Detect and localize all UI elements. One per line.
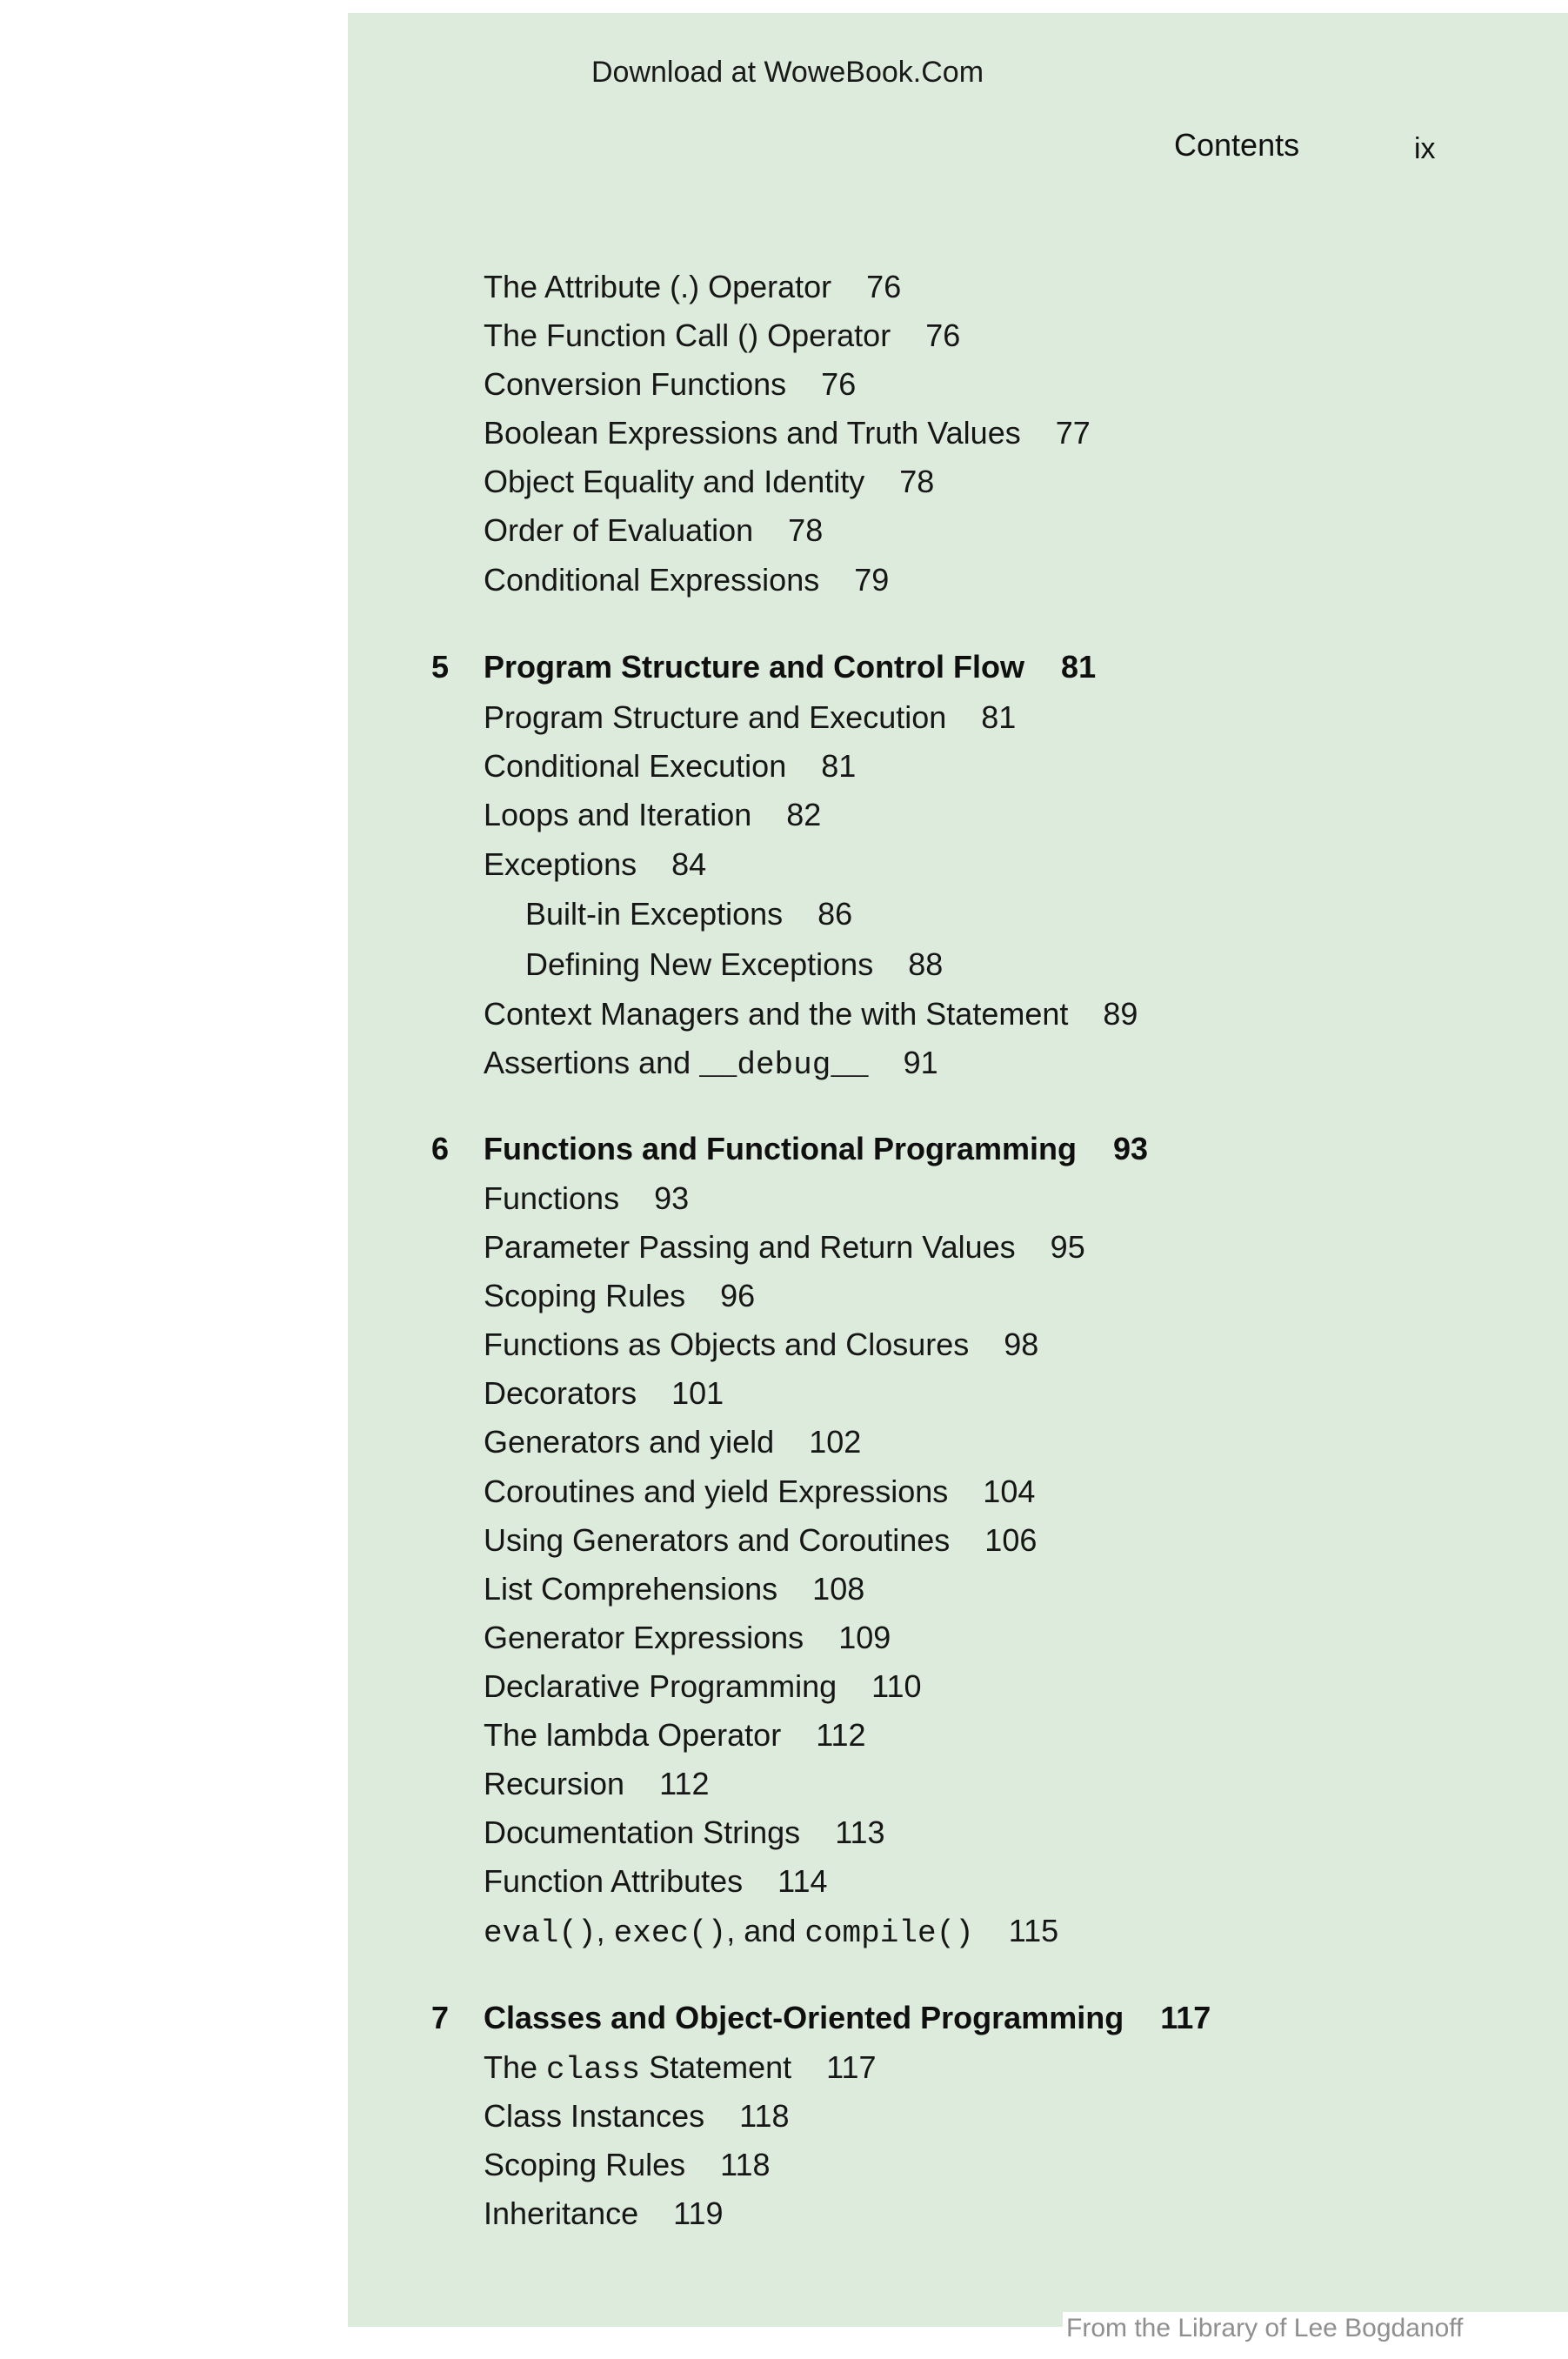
toc-entry <box>484 2144 771 2186</box>
toc-entry-page: 104 <box>983 1474 1036 1509</box>
toc-entry <box>484 1910 1058 1952</box>
toc-entry <box>484 1568 864 1610</box>
toc-entry-title: Scoping Rules <box>484 2147 686 2182</box>
toc-entry-page: 117 <box>826 2049 877 2085</box>
toc-entry-page: 91 <box>903 1045 938 1080</box>
toc-entry-page: 86 <box>817 896 853 932</box>
toc-entry-code: compile() <box>804 1915 974 1951</box>
toc-entry-page: 110 <box>871 1668 922 1704</box>
chapter-heading <box>431 646 1301 688</box>
toc-entry <box>484 510 823 551</box>
page-number: ix <box>1414 132 1436 165</box>
toc-entry <box>484 1373 724 1414</box>
toc-entry <box>484 1471 1035 1513</box>
toc-entry <box>484 1421 861 1463</box>
toc-entry <box>484 1763 709 1805</box>
chapter-heading <box>431 1128 1301 1170</box>
toc-entry-separator: , and <box>726 1913 805 1948</box>
footer-cut-off-text: From the Library of Lee Bogdanoff <box>1066 2314 1464 2342</box>
toc-entry-title: Scoping Rules <box>484 1278 686 1313</box>
toc-entry <box>484 412 1091 454</box>
download-note: Download at WoweBook.Com <box>591 56 984 89</box>
toc-entry-separator: , <box>596 1913 614 1948</box>
toc-entry <box>484 1226 1085 1268</box>
toc-entry-title: Conditional Expressions <box>484 562 820 598</box>
toc-entry-title: Boolean Expressions and Truth Values <box>484 415 1021 451</box>
toc-entry <box>484 315 960 357</box>
toc-entry <box>484 2193 724 2235</box>
toc-entry-page: 115 <box>1008 1913 1059 1948</box>
toc-entry <box>484 1178 689 1220</box>
toc-entry-page: 78 <box>899 464 935 499</box>
toc-entry-page: 109 <box>838 1620 891 1655</box>
toc-entry-page: 119 <box>673 2195 724 2231</box>
toc-entry-title: Declarative Programming <box>484 1668 837 1704</box>
chapter-title: Program Structure and Control Flow <box>484 649 1025 685</box>
chapter-page: 81 <box>1061 649 1097 685</box>
toc-entry-page: 78 <box>788 512 824 548</box>
toc-entry-title: The Function Call () Operator <box>484 317 891 353</box>
toc-entry-title: Functions as Objects and Closures <box>484 1327 970 1362</box>
toc-entry-page: 118 <box>739 2098 790 2134</box>
toc-entry-title: Defining New Exceptions <box>525 946 874 982</box>
toc-entry-page: 82 <box>786 797 822 832</box>
toc-entry-code: __debug__ <box>699 1047 869 1083</box>
toc-entry <box>484 461 934 503</box>
toc-entry-title: List Comprehensions <box>484 1571 778 1607</box>
toc-entry-title: Decorators <box>484 1375 637 1411</box>
toc-entry <box>484 364 856 405</box>
toc-entry-title: Loops and Iteration <box>484 797 752 832</box>
toc-entry <box>484 2095 790 2137</box>
toc-entry <box>484 745 856 787</box>
toc-entry-title: Conversion Functions <box>484 366 787 402</box>
toc-entry <box>484 1042 938 1084</box>
toc-entry <box>484 1617 891 1659</box>
toc-entry-page: 112 <box>816 1717 866 1753</box>
toc-entry-page: 81 <box>821 748 857 784</box>
toc-entry-page: 96 <box>720 1278 756 1313</box>
toc-entry <box>484 1714 866 1756</box>
toc-entry-title: Inheritance <box>484 2195 639 2231</box>
chapter-number: 6 <box>431 1131 450 1166</box>
toc-entry-page: 102 <box>809 1424 862 1460</box>
toc-entry-title: Class Instances <box>484 2098 705 2134</box>
toc-entry <box>484 697 1016 738</box>
toc-entry-title: The Attribute (.) Operator <box>484 269 832 304</box>
toc-entry-title-suffix: Statement <box>640 2049 792 2085</box>
toc-entry-page: 84 <box>671 846 707 882</box>
toc-entry <box>484 266 901 308</box>
toc-entry-title: Generator Expressions <box>484 1620 804 1655</box>
toc-entry-code: class <box>546 2052 641 2088</box>
toc-entry-page: 108 <box>812 1571 865 1607</box>
toc-entry-title: Exceptions <box>484 846 637 882</box>
toc-entry-page: 95 <box>1050 1229 1085 1265</box>
chapter-title: Classes and Object-Oriented Programming <box>484 2000 1124 2035</box>
toc-entry <box>484 1275 755 1317</box>
toc-entry-page: 79 <box>854 562 890 598</box>
toc-entry-page: 88 <box>908 946 944 982</box>
chapter-heading <box>431 1997 1301 2039</box>
chapter-page: 93 <box>1113 1131 1149 1166</box>
toc-entry-title: Documentation Strings <box>484 1814 801 1850</box>
toc-entry-title: Program Structure and Execution <box>484 699 947 735</box>
toc-entry-title: Generators and yield <box>484 1424 775 1460</box>
toc-subentry <box>525 944 943 986</box>
toc-entry-title-prefix: The <box>484 2049 547 2085</box>
toc-entry-page: 114 <box>777 1863 828 1899</box>
toc-entry-page: 93 <box>654 1180 690 1216</box>
toc-entry <box>484 844 706 885</box>
toc-entry-page: 98 <box>1004 1327 1039 1362</box>
toc-entry <box>484 1666 922 1707</box>
footer-strip <box>1063 2312 1568 2359</box>
toc-entry <box>484 559 889 601</box>
toc-entry-title: Using Generators and Coroutines <box>484 1522 951 1558</box>
toc-entry-title: Built-in Exceptions <box>525 896 784 932</box>
toc-entry-code: eval() <box>484 1915 597 1951</box>
toc-entry-title: Conditional Execution <box>484 748 787 784</box>
toc-entry-title: Functions <box>484 1180 620 1216</box>
chapter-page: 117 <box>1160 2000 1211 2035</box>
toc-entry-page: 76 <box>925 317 961 353</box>
toc-entry <box>484 1324 1038 1366</box>
toc-entry-page: 76 <box>866 269 902 304</box>
toc-entry-page: 106 <box>984 1522 1038 1558</box>
toc-entry <box>484 993 1138 1035</box>
toc-entry-page: 89 <box>1103 996 1138 1032</box>
toc-entry-title: Order of Evaluation <box>484 512 754 548</box>
toc-entry-title: The lambda Operator <box>484 1717 782 1753</box>
toc-entry-page: 113 <box>835 1814 885 1850</box>
chapter-title: Functions and Functional Programming <box>484 1131 1078 1166</box>
toc-entry-title: Function Attributes <box>484 1863 744 1899</box>
toc-entry-page: 77 <box>1055 415 1091 451</box>
toc-entry-code: exec() <box>613 1915 727 1951</box>
toc-entry-page: 81 <box>981 699 1017 735</box>
chapter-number: 5 <box>431 649 450 685</box>
toc-entry <box>484 794 821 836</box>
toc-entry-title: Parameter Passing and Return Values <box>484 1229 1016 1265</box>
toc-entry-title: Context Managers and the with Statement <box>484 996 1069 1032</box>
toc-entry-title-prefix: Assertions and <box>484 1045 700 1080</box>
toc-entry <box>484 1520 1037 1561</box>
toc-entry-page: 76 <box>821 366 857 402</box>
toc-entry-page: 112 <box>659 1766 710 1801</box>
toc-entry-title: Object Equality and Identity <box>484 464 865 499</box>
toc-entry-title: Coroutines and yield Expressions <box>484 1474 949 1509</box>
toc-entry-title: Recursion <box>484 1766 625 1801</box>
toc-entry <box>484 1861 828 1902</box>
toc-entry-page: 101 <box>671 1375 724 1411</box>
toc-entry <box>484 1812 885 1854</box>
toc-entry-page: 118 <box>720 2147 771 2182</box>
toc-subentry <box>525 893 852 935</box>
running-head: Contents <box>1174 127 1300 163</box>
page-panel <box>348 13 1568 2327</box>
chapter-number: 7 <box>431 2000 450 2035</box>
toc-entry <box>484 2047 877 2088</box>
